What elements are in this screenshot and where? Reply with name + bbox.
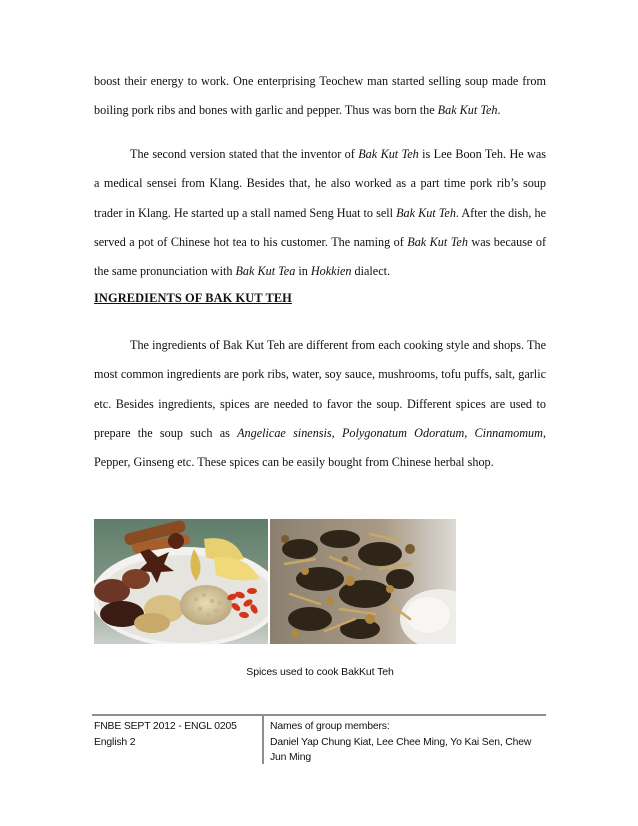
footer-rule — [92, 714, 546, 716]
footer-members-line-1: Daniel Yap Chung Kiat, Lee Chee Ming, Yo Kai Sen, Chew — [270, 736, 532, 748]
footer-members-line-2: Jun Ming — [270, 752, 311, 763]
figure-caption: Spices used to cook BakKut Teh — [246, 666, 394, 678]
mixed-herbs-photo — [270, 519, 456, 644]
paragraph-origin-second-version: The second version stated that the inventor of Bak Kut Teh is Lee Boon Teh. He was a medical sensei from Klang. Besides that, he also worked as a part time pork rib’s soup trader in Klang. He started up a stall named Seng Huat to sell Bak Kut Teh. After the dish, he served a pot of Chinese hot tea to his customer. The naming of Bak Kut Teh was because of the same pronunciation with Bak Kut Tea in Hokkien dialect. — [94, 147, 547, 279]
footer-members-label: Names of group members: — [270, 721, 390, 732]
footer-course-info — [94, 719, 258, 750]
footer-course-code: FNBE SEPT 2012 - ENGL 0205 — [94, 721, 237, 732]
footer-divider — [262, 716, 264, 764]
spices-plate-photo — [94, 519, 268, 644]
footer-course-name: English 2 — [94, 736, 136, 748]
section-heading-ingredients: INGREDIENTS OF BAK KUT TEH — [94, 291, 292, 305]
paragraph-ingredients: The ingredients of Bak Kut Teh are different from each cooking style and shops. The most common ingredients are pork ribs, water, soy sauce, mushrooms, tofu puffs, salt, garlic etc. Besides ingredients, spices are needed to favor the soup. Different spices are used to prepare the soup such as Angelicae sinensis, Polygonatum Odoratum, Cinnamomum, Pepper, Ginseng etc. These spices can be easily bought from Chinese herbal shop. — [94, 338, 546, 470]
footer-group-members — [270, 719, 546, 766]
paragraph-origin-first-version: boost their energy to work. One enterprising Teochew man started selling soup made from boiling pork ribs and bones with garlic and pepper. Thus was born the Bak Kut Teh. — [94, 74, 546, 118]
